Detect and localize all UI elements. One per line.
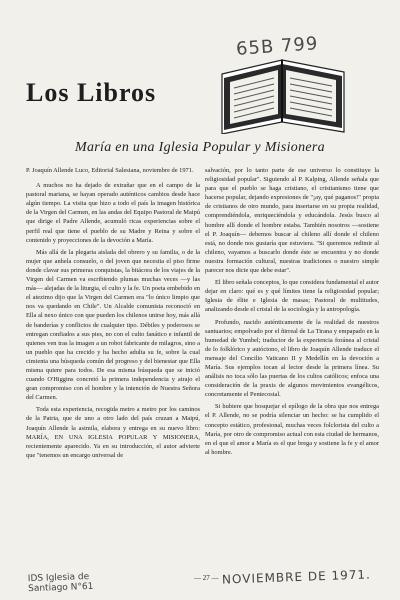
section-title: Los Libros (26, 78, 157, 107)
paragraph: Más allá de la plegaria aislada del obrero y su familia, o de la mujer que anhela consuelo, o del joven que necesita el piso firme donde clavar sus primeras conquistas, la bitácora de los viajes de la Virgen del Carmen va escribiendo plumas muchas veces —y las más— alejadas de la liturgia, el culto y la fe. Un poeta embebido en el atezimo dijo que la Virgen del Carmen era "lo único limpio que nos va quedando en Chile". Un Alcalde comunista reconoció en Ella al nexo único con que pueden los chilenos unirse hoy, más allá de banderías y conflictos de cualquier tipo. Débiles y poderosos se entregan confiados a sus pies, no con el culto fanático e infantil de quienes ven tras la imagen a un robot fabricante de milagros, sino a un pueblo que ha crecido y ha hecho adulta su fe, sobre la cual cimienta una búsqueda común del progreso y del bienestar que Ella misma quiere para todos. De esa misma búsqueda que se inició cuando O'Higgins concretó la primera independencia y atrajo el gran compromiso con el hombre y la intención de Nuestra Señora del Carmen. (26, 248, 200, 402)
paragraph: Profundo, nacido auténticamente de la realidad de nuestros santuarios; empolvado por el ñirreal de La Tirana y empapado en la humedad de Yumbel; traductor de la experiencia foránea al cristal de lo folklórico y autóctono, el libro de Joaquín Allende traduce el mensaje del Concilio Vaticano II y Medellín en la devoción a María. Sus ejemplos tocan al lector desde la primera línea. Su análisis no toca sólo las puertas de los cultos católicos; enfoca una consideración de la praxis de algunos movimientos evangélicos, concretamente el Pentecostal. (205, 318, 379, 399)
paragraph: A muchos no ha dejado de extrañar que en el campo de la pastoral mariana, se hayan operado auténticos cambios desde hace algún tiempo. La visita que hizo a todo el país la imagen histórica de la Virgen del Carmen, en las andas del Equipo Pastoral de Maipú que dirige el Padre Allende, acumuló ricas experiencias sobre el perfil real que tiene el pueblo de su Madre y Reina y sobre el contenido y proyecciones de la devoción a María. (26, 182, 200, 244)
handwritten-catalog-code: 65B 799 (235, 33, 319, 60)
page-number: — 27 — (194, 574, 219, 582)
paragraph: Toda esta experiencia, recogida metro a metro por los caminos de la Patria, que de uno a otro lado del país cruzan a Maipú, Joaquín Allende la asimila, elabora y entrega en su nuevo libro: MARÍA, EN UNA IGLESIA POPULAR Y MISIONERA, recientemente aparecido. Ya en su introducción, el autor advierte que "tenemos un encargo universal de (26, 406, 200, 459)
paragraph: Si hubiere que bosquejar el epílogo de la obra que nos entrega el P. Allende, no se podría silenciar un hecho: se ha cumplido el concepto estático, profesional, muchas veces folclorista del culto a María, por otro de compromiso actual con esta ciudad de hermanos, en el que el amor a María es el que brega y sostiene la fe y el amor al hombre. (205, 403, 379, 456)
handwritten-date: NOVIEMBRE DE 1971. (221, 567, 372, 587)
handwritten-source-note (28, 572, 94, 594)
article-column-left (26, 166, 200, 566)
article-column-right (205, 166, 379, 566)
paragraph: salvación, por lo tanto parte de ese universo lo constituye la religiosidad popular". Siguiendo al P. Kalping, Allende señala que para que el pueblo se haga cristiano, el cristianismo tiene que hacerse popular, dejando expresiones de "¡ay, qué paganos!" propia de cristianos de otro mundo, para insertarse en su propia realidad, comprendiéndola, enriqueciéndola y educándola. Jesús busco al hombre allí donde el hombre estaba. También nosotros —sostiene el P. Joaquín— debemos buscar al chileno allí donde el chileno está, no donde nos gustaría que estuviera. "Si queremos redimir al chileno, vayamos a buscarlo donde éste se encuentra y no donde nuestra formación cultural, nuestras tradiciones o nuestro simple parecer nos dicte que debe estar". (205, 167, 379, 275)
paragraph: El libro señala conceptos, lo que considera fundamental el autor dejar en claro: qué es y qué límites tiene la religiosidad popular; Iglesia de élite e Iglesia de masas; Pastoral de multitudes, analizando desde el cristal de la sociología y la antropología. (205, 279, 379, 314)
handwritten-source-line: Santiago N°61 (28, 581, 94, 595)
handwritten-source-line: IDS Iglesia de (27, 572, 90, 585)
article-headline: María en una Iglesia Popular y Misionera (75, 140, 325, 155)
open-book-illustration (216, 48, 350, 134)
article-byline: P. Joaquín Allende Luco, Editorial Salesiana, noviembre de 1971. (26, 167, 194, 174)
